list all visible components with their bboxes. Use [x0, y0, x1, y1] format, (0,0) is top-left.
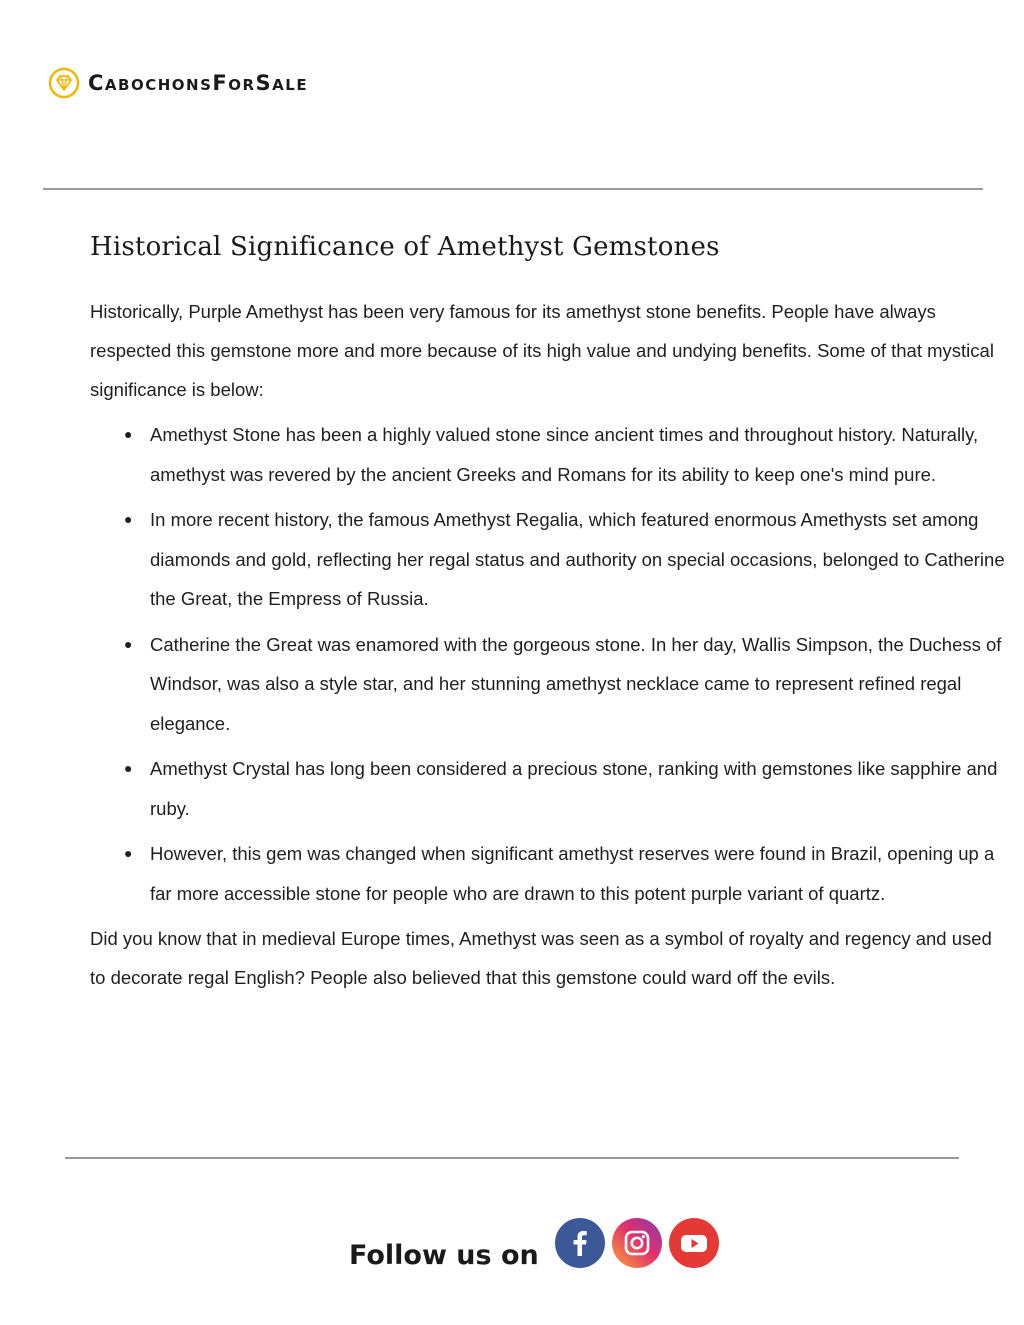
list-item: [90, 625, 1005, 744]
article: [90, 232, 1005, 997]
bullet-icon: ●: [124, 635, 133, 652]
facebook-icon: [565, 1228, 595, 1258]
bullet-icon: ●: [124, 511, 133, 527]
site-header: [48, 64, 308, 102]
follow-section: [349, 1218, 726, 1271]
bullet-icon: ●: [124, 760, 133, 776]
article-closing: Did you know that in medieval Europe times, Amethyst was seen as a symbol of royalty and regency and used to decorate regal English? People also believed that this gemstone could ward off the evils.: [90, 928, 992, 988]
article-intro: Historically, Purple Amethyst has been very famous for its amethyst stone benefits. People have always respected this gemstone more and more because of its high value and undying benefits. Some of that mystical significance is below:: [90, 301, 994, 400]
instagram-button[interactable]: [612, 1218, 662, 1268]
follow-label: Follow us on: [349, 1240, 539, 1271]
bullet-list: [90, 415, 1005, 913]
youtube-button[interactable]: [669, 1218, 719, 1268]
list-item: [90, 834, 1005, 913]
diamond-logo-icon: [48, 67, 80, 99]
article-title: Historical Significance of Amethyst Gemstones: [90, 232, 720, 262]
brand-name[interactable]: CabochonsForSale: [88, 71, 309, 95]
list-item: [90, 500, 1005, 619]
facebook-button[interactable]: [555, 1218, 605, 1268]
list-item-text: However, this gem was changed when significant amethyst reserves were found in Brazil, opening up a far more accessible stone for people who are drawn to this potent purple variant of quartz.: [150, 843, 995, 904]
list-item-text: Amethyst Crystal has long been considered a precious stone, ranking with gemstones like sapphire and ruby.: [150, 758, 998, 819]
list-item: [90, 415, 1005, 494]
list-item-text: In more recent history, the famous Amethyst Regalia, which featured enormous Amethysts set among diamonds and gold, reflecting her regal status and authority on special occasions, belonged to Catherine the Great, the Empress of Russia.: [150, 509, 1005, 609]
instagram-icon: [622, 1228, 652, 1258]
list-item: [90, 749, 1005, 828]
footer-divider: [65, 1157, 959, 1159]
bullet-icon: ●: [124, 845, 133, 861]
list-item-text: Catherine the Great was enamored with the gorgeous stone. In her day, Wallis Simpson, the Duchess of Windsor, was also a style star, and her stunning amethyst necklace came to represent refined regal elegance.: [150, 633, 1002, 734]
youtube-icon: [678, 1227, 710, 1259]
list-item-text: Amethyst Stone has been a highly valued stone since ancient times and throughout history. Naturally, amethyst was revered by the ancient Greeks and Romans for its ability to keep one's mind pure.: [150, 424, 979, 485]
header-divider: [43, 188, 983, 190]
bullet-icon: ●: [124, 426, 133, 442]
